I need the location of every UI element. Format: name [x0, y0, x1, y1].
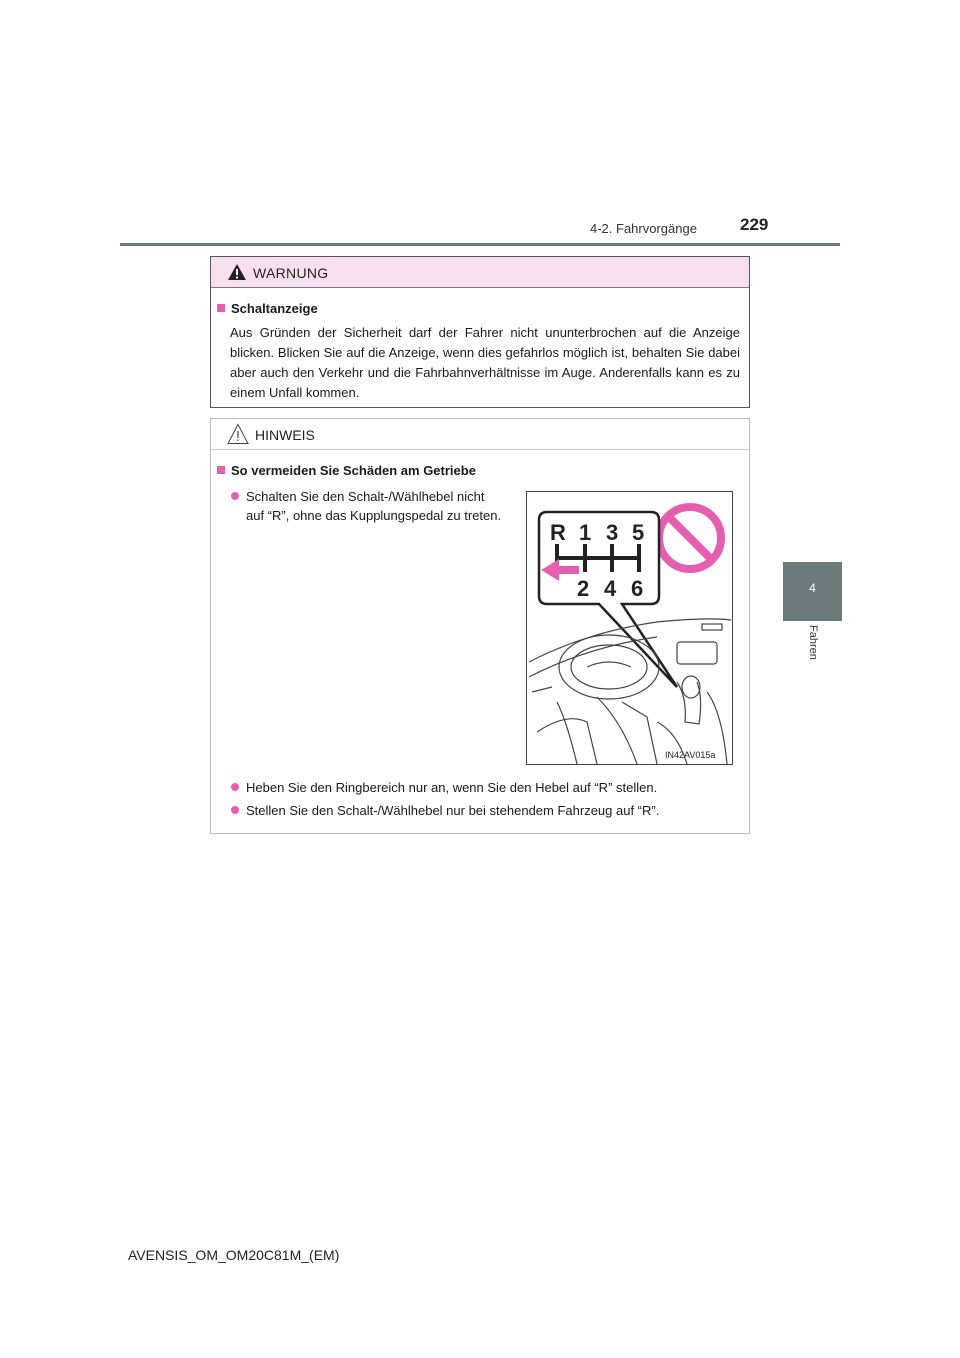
shift-pattern-illustration: [526, 491, 733, 765]
gear-label: 1: [579, 520, 592, 545]
notice-bullet-3: [231, 803, 659, 818]
gear-label: 3: [606, 520, 619, 545]
notice-bullet-1-line1: Schalten Sie den Schalt-/Wählhebel nicht: [246, 489, 485, 504]
warning-header: [211, 257, 749, 288]
round-bullet-icon: [231, 492, 239, 500]
notice-bullet-2: [231, 780, 657, 795]
gear-label: 5: [632, 520, 645, 545]
notice-bullet-2-text: Heben Sie den Ringbereich nur an, wenn Sie den Hebel auf “R” stellen.: [246, 780, 658, 795]
notice-title: HINWEIS: [255, 427, 315, 443]
caution-triangle-icon: [227, 423, 249, 445]
notice-bullet-3-text: Stellen Sie den Schalt-/Wählhebel nur bei stehendem Fahrzeug auf “R”.: [246, 803, 660, 818]
warning-text: Aus Gründen der Sicherheit darf der Fahrer nicht ununterbrochen auf die Anzeige blicken. Blicken Sie auf die Anzeige, wenn dies gefahrlos möglich ist, behalten Sie dabei aber auch den Verkehr und die Fahrbahnverhältnisse im Auge. Anderenfalls kann es zu einem Unfall kommen.: [230, 325, 740, 400]
chapter-label: Fahren: [807, 625, 819, 660]
chapter-number: 4: [809, 581, 816, 595]
shift-pattern-drawing: [527, 492, 732, 764]
round-bullet-icon: [231, 806, 239, 814]
gear-label: 6: [631, 576, 644, 601]
warning-subheading: [217, 301, 318, 316]
notice-header: [211, 419, 749, 450]
square-bullet-icon: [217, 304, 225, 312]
warning-subheading-text: Schaltanzeige: [231, 301, 318, 316]
car-interior-drawing: [529, 619, 731, 764]
notice-bullet-1-line2: auf “R”, ohne das Kupplungspedal zu treten.: [246, 508, 502, 523]
gear-label: 2: [577, 576, 590, 601]
chapter-label-wrap: [805, 625, 819, 685]
header-rule: [120, 243, 840, 246]
warning-title: WARNUNG: [253, 265, 329, 281]
notice-subheading: [217, 463, 476, 478]
chapter-tab: [783, 562, 842, 621]
document-id: AVENSIS_OM_OM20C81M_(EM): [128, 1247, 340, 1263]
page-number: 229: [740, 215, 769, 234]
notice-box: [210, 418, 750, 834]
gear-label: R: [550, 520, 566, 545]
prohibition-sign-icon: [659, 507, 721, 569]
figure-code: IN42AV015a: [665, 750, 716, 760]
gear-label: 4: [604, 576, 617, 601]
round-bullet-icon: [231, 783, 239, 791]
square-bullet-icon: [217, 466, 225, 474]
notice-subheading-text: So vermeiden Sie Schäden am Getriebe: [231, 463, 476, 478]
warning-box: [210, 256, 750, 408]
warning-triangle-icon: [227, 263, 247, 281]
notice-bullet-1: [231, 487, 521, 525]
section-title: 4-2. Fahrvorgänge: [590, 221, 697, 236]
